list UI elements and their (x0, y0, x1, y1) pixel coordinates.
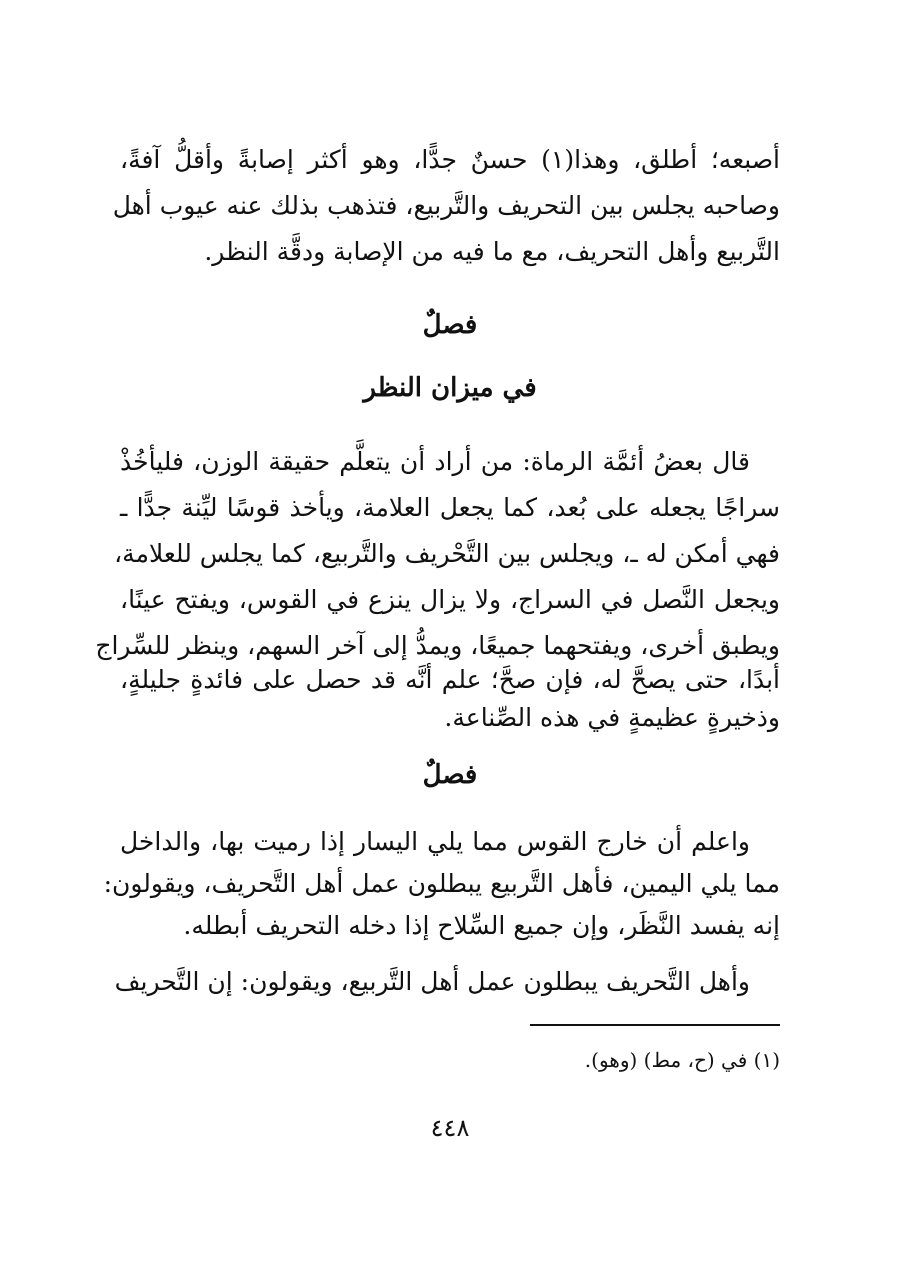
text-line: وذخيرةٍ عظيمةٍ في هذه الصِّناعة. (444, 703, 780, 732)
text-line: التَّربيع وأهل التحريف، مع ما فيه من الإصابة ودقَّة النظر. (204, 237, 780, 266)
text-line: سراجًا يجعله على بُعد، كما يجعل العلامة، ويأخذ قوسًا ليِّنة جدًّا ـ (120, 493, 780, 522)
page-number: ٤٤٨ (430, 1114, 470, 1142)
text-line: أبدًا، حتى يصحَّ له، فإن صحَّ؛ علم أنَّه قد حصل على فائدةٍ جليلةٍ، (120, 665, 780, 694)
section-heading: فصلٌ (422, 760, 478, 790)
text-line: وصاحبه يجلس بين التحريف والتَّربيع، فتذهب بذلك عنه عيوب أهل (112, 191, 780, 220)
text-line: قال بعضُ أئمَّة الرماة: من أراد أن يتعلَّم حقيقة الوزن، فليأخُذْ (120, 447, 750, 476)
section-heading: فصلٌ (422, 310, 478, 340)
text-line: أصبعه؛ أطلق، وهذا(١) حسنٌ جدًّا، وهو أكثر إصابةً وأقلُّ آفةً، (120, 145, 780, 174)
text-line: مما يلي اليمين، فأهل التَّربيع يبطلون عمل أهل التَّحريف، ويقولون: (103, 869, 780, 898)
footnote: (١) في (ح، مط) (وهو). (584, 1048, 780, 1072)
text-line: واعلم أن خارج القوس مما يلي اليسار إذا رميت بها، والداخل (120, 827, 750, 856)
text-line: إنه يفسد النَّظَر، وإن جميع السِّلاح إذا دخله التحريف أبطله. (183, 911, 780, 940)
text-line: فهي أمكن له ـ، ويجلس بين التَّحْريف والتَّربيع، كما يجلس للعلامة، (114, 539, 780, 568)
text-line: ويجعل النَّصل في السراج، ولا يزال ينزع في القوس، ويفتح عينًا، (120, 585, 780, 614)
footnote-divider (530, 1024, 780, 1026)
text-line: وأهل التَّحريف يبطلون عمل أهل التَّربيع، ويقولون: إن التَّحريف (114, 967, 750, 996)
section-subheading: في ميزان النظر (363, 373, 537, 403)
text-line: ويطبق أخرى، ويفتحهما جميعًا، ويمدُّ إلى آخر السهم، وينظر للسِّراج (95, 631, 780, 660)
